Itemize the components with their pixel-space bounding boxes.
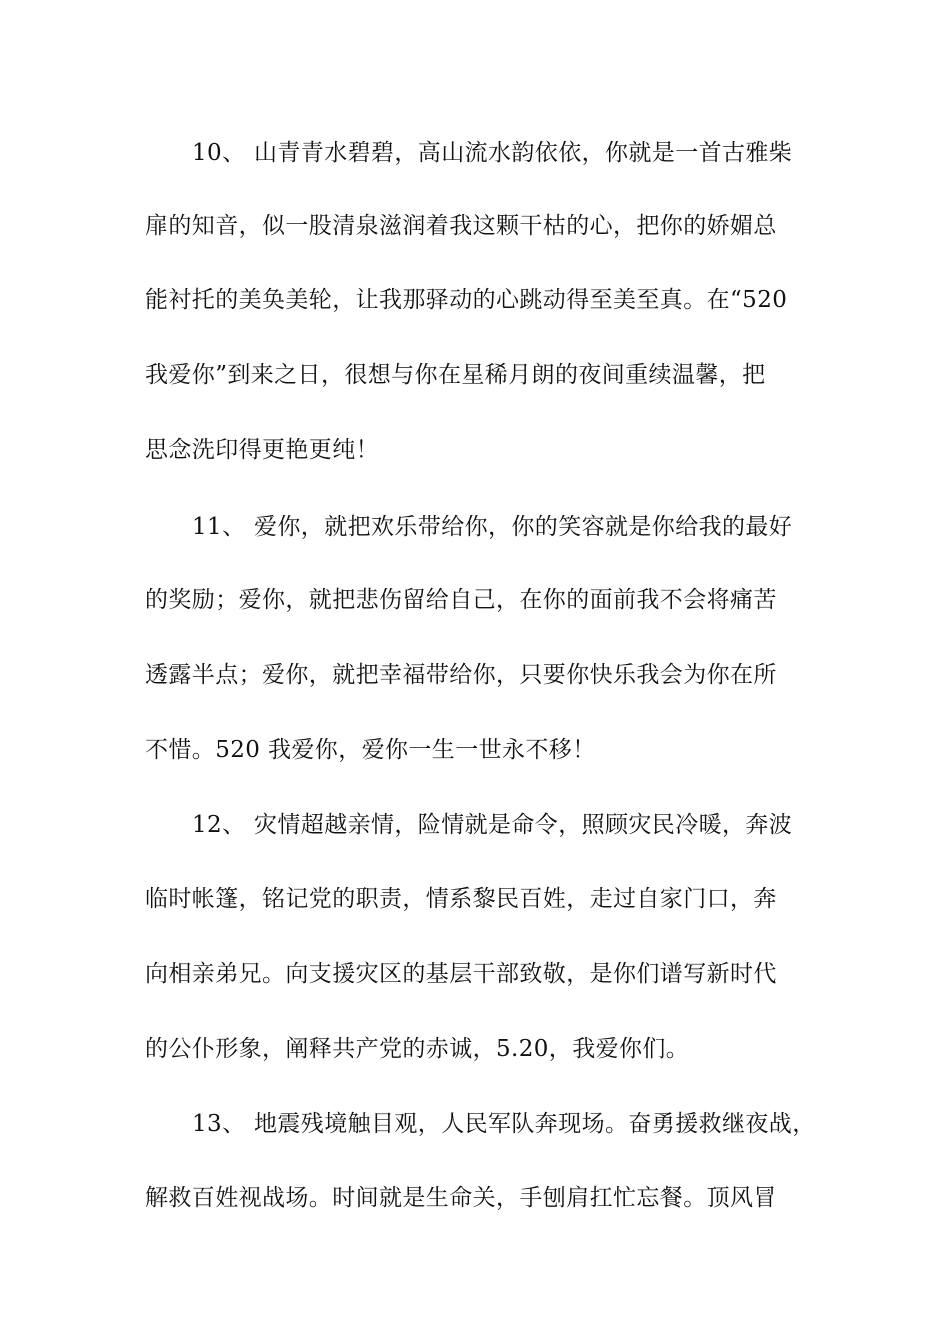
paragraph-12-text-1: 灾情超越亲情，险情就是命令，照顾灾民冷暖，奔波 [254, 812, 793, 838]
paragraph-11-line-2: 的奖励；爱你，就把悲伤留给自己，在你的面前我不会将痛苦 [145, 587, 777, 613]
paragraph-12-line-4: 的公仆形象，阐释共产党的赤诚，5.20，我爱你们。 [145, 1036, 690, 1062]
paragraph-10-line-1 [192, 133, 810, 173]
paragraph-11-text-1: 爱你，就把欢乐带给你，你的笑容就是你给我的最好 [254, 514, 793, 540]
paragraph-13-text-1: 地震残境触目观，人民军队奔现场。奋勇援救继夜战， [254, 1111, 816, 1137]
paragraph-11-line-4: 不惜。520 我爱你，爱你一生一世永不移！ [145, 737, 596, 763]
paragraph-13-line-1 [192, 1104, 816, 1144]
paragraph-10-text-1: 山青青水碧碧，高山流水韵依依，你就是一首古雅柴 [254, 140, 793, 166]
paragraph-10-number: 10、 [192, 140, 246, 166]
paragraph-10-line-5: 思念洗印得更艳更纯！ [145, 437, 379, 463]
paragraph-13-line-2: 解救百姓视战场。时间就是生命关，手刨肩扛忙忘餐。顶风冒 [145, 1185, 777, 1211]
paragraph-12-line-1 [192, 805, 810, 845]
paragraph-11-number: 11、 [192, 514, 246, 540]
paragraph-12-number: 12、 [192, 812, 246, 838]
paragraph-10-line-2: 扉的知音，似一股清泉滋润着我这颗干枯的心，把你的娇媚总 [145, 213, 777, 239]
paragraph-11-line-3: 透露半点；爱你，就把幸福带给你，只要你快乐我会为你在所 [145, 662, 777, 688]
paragraph-12-line-2: 临时帐篷，铭记党的职责，情系黎民百姓，走过自家门口，奔 [145, 886, 777, 912]
paragraph-10-line-4: 我爱你”到来之日，很想与你在星稀月朗的夜间重续温馨，把 [145, 362, 766, 388]
paragraph-12-line-3: 向相亲弟兄。向支援灾区的基层干部致敬，是你们谱写新时代 [145, 961, 777, 987]
paragraph-13-number: 13、 [192, 1111, 246, 1137]
paragraph-11-line-1 [192, 507, 810, 547]
paragraph-10-line-3: 能衬托的美奂美轮，让我那驿动的心跳动得至美至真。在“520 [145, 287, 788, 313]
